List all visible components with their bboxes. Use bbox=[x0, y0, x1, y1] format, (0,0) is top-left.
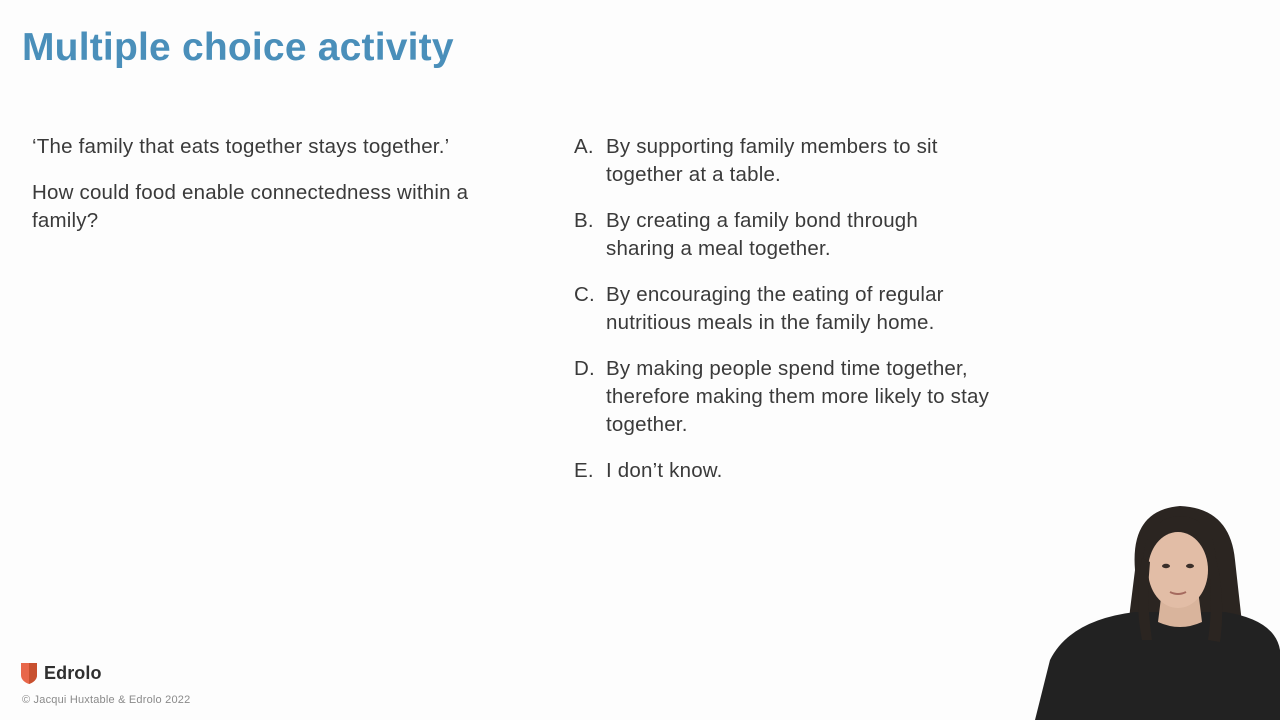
option-e-text: I don’t know. bbox=[606, 459, 723, 482]
option-d-letter: D. bbox=[574, 357, 595, 380]
slide-title: Multiple choice activity bbox=[22, 26, 454, 69]
option-a[interactable] bbox=[574, 133, 1014, 189]
option-c[interactable] bbox=[574, 281, 1014, 337]
option-c-letter: C. bbox=[574, 283, 595, 306]
option-d[interactable] bbox=[574, 355, 1014, 439]
question-quote: ‘The family that eats together stays together.’ bbox=[32, 135, 450, 158]
option-a-text: By supporting family members to sit together at a table. bbox=[606, 135, 938, 186]
option-b[interactable] bbox=[574, 207, 1014, 263]
option-c-text: By encouraging the eating of regular nutritious meals in the family home. bbox=[606, 283, 944, 334]
copyright-notice: © Jacqui Huxtable & Edrolo 2022 bbox=[22, 694, 191, 706]
question-panel bbox=[32, 133, 532, 253]
presenter-video-thumbnail bbox=[1030, 500, 1280, 720]
presenter-video bbox=[1030, 500, 1280, 720]
option-a-letter: A. bbox=[574, 135, 594, 158]
question-prompt: How could food enable connectedness within a family? bbox=[32, 181, 469, 232]
option-b-letter: B. bbox=[574, 209, 594, 232]
option-e-letter: E. bbox=[574, 459, 594, 482]
option-e[interactable] bbox=[574, 457, 1014, 485]
edrolo-logo bbox=[20, 661, 102, 685]
option-b-text: By creating a family bond through sharing a meal together. bbox=[606, 209, 918, 260]
answer-options-list bbox=[574, 133, 1014, 503]
option-d-text: By making people spend time together, therefore making them more likely to stay together. bbox=[606, 357, 990, 436]
edrolo-shield-icon bbox=[20, 662, 38, 685]
logo-wordmark: Edrolo bbox=[44, 662, 102, 683]
